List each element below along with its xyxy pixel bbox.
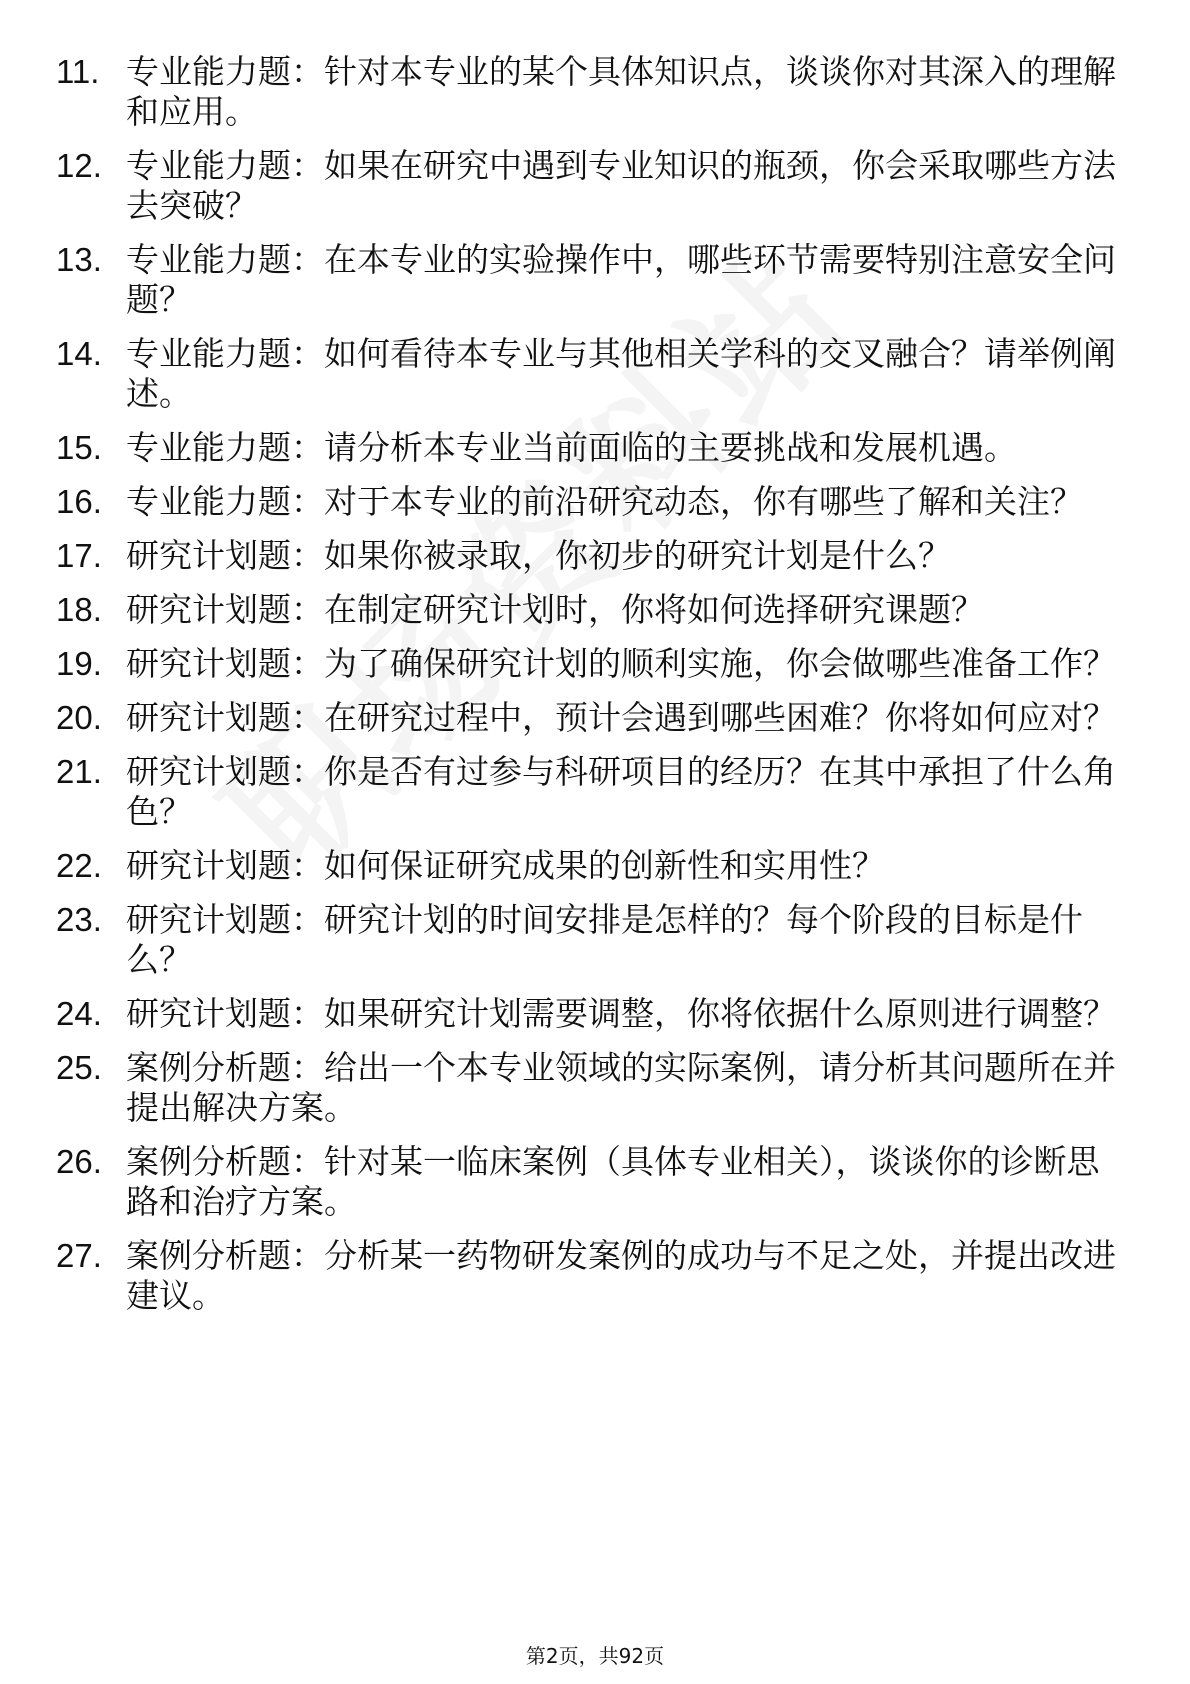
list-item	[56, 590, 1116, 630]
list-item	[56, 752, 1116, 832]
list-item	[56, 428, 1116, 468]
page-number-label: 第2页，共92页	[525, 1644, 665, 1668]
list-item	[56, 334, 1116, 414]
question-text: 案例分析题：分析某一药物研发案例的成功与不足之处，并提出改进建议。	[126, 1236, 1116, 1315]
question-text: 专业能力题：如果在研究中遇到专业知识的瓶颈，你会采取哪些方法去突破？	[126, 146, 1116, 225]
question-number: 20.	[56, 699, 102, 736]
question-text: 研究计划题：在制定研究计划时，你将如何选择研究课题？	[126, 590, 984, 629]
question-text: 研究计划题：在研究过程中，预计会遇到哪些困难？你将如何应对？	[126, 698, 1116, 737]
page-footer	[0, 1640, 1190, 1669]
question-text: 研究计划题：如果研究计划需要调整，你将依据什么原则进行调整？	[126, 994, 1116, 1033]
question-number: 13.	[56, 241, 102, 278]
list-item	[56, 482, 1116, 522]
question-number: 18.	[56, 591, 102, 628]
list-item	[56, 1142, 1116, 1222]
question-number: 26.	[56, 1143, 102, 1180]
list-item	[56, 1236, 1116, 1316]
question-number: 19.	[56, 645, 102, 682]
question-number: 14.	[56, 335, 102, 372]
question-text: 研究计划题：你是否有过参与科研项目的经历？在其中承担了什么角色？	[126, 752, 1116, 831]
question-number: 27.	[56, 1237, 102, 1274]
question-number: 16.	[56, 483, 102, 520]
question-text: 案例分析题：针对某一临床案例（具体专业相关），谈谈你的诊断思路和治疗方案。	[126, 1142, 1100, 1221]
list-item	[56, 240, 1116, 320]
question-number: 17.	[56, 537, 102, 574]
list-item	[56, 846, 1116, 886]
question-text: 专业能力题：针对本专业的某个具体知识点，谈谈你对其深入的理解和应用。	[126, 52, 1116, 131]
question-number: 24.	[56, 995, 102, 1032]
question-text: 研究计划题：如何保证研究成果的创新性和实用性？	[126, 846, 885, 885]
question-list	[56, 52, 1116, 1330]
question-number: 11.	[56, 53, 100, 90]
question-text: 研究计划题：为了确保研究计划的顺利实施，你会做哪些准备工作？	[126, 644, 1116, 683]
question-text: 案例分析题：给出一个本专业领域的实际案例，请分析其问题所在并提出解决方案。	[126, 1048, 1116, 1127]
list-item	[56, 900, 1116, 980]
question-text: 专业能力题：请分析本专业当前面临的主要挑战和发展机遇。	[126, 428, 1017, 467]
list-item	[56, 994, 1116, 1034]
list-item	[56, 536, 1116, 576]
question-text: 研究计划题：如果你被录取，你初步的研究计划是什么？	[126, 536, 951, 575]
question-number: 22.	[56, 847, 102, 884]
question-number: 25.	[56, 1049, 102, 1086]
list-item	[56, 1048, 1116, 1128]
question-text: 专业能力题：在本专业的实验操作中，哪些环节需要特别注意安全问题？	[126, 240, 1116, 319]
question-number: 15.	[56, 429, 102, 466]
question-text: 专业能力题：对于本专业的前沿研究动态，你有哪些了解和关注？	[126, 482, 1083, 521]
list-item	[56, 52, 1116, 132]
question-text: 研究计划题：研究计划的时间安排是怎样的？每个阶段的目标是什么？	[126, 900, 1083, 979]
question-text: 专业能力题：如何看待本专业与其他相关学科的交叉融合？请举例阐述。	[126, 334, 1116, 413]
list-item	[56, 146, 1116, 226]
question-number: 23.	[56, 901, 102, 938]
question-number: 21.	[56, 753, 102, 790]
list-item	[56, 644, 1116, 684]
list-item	[56, 698, 1116, 738]
question-number: 12.	[56, 147, 102, 184]
